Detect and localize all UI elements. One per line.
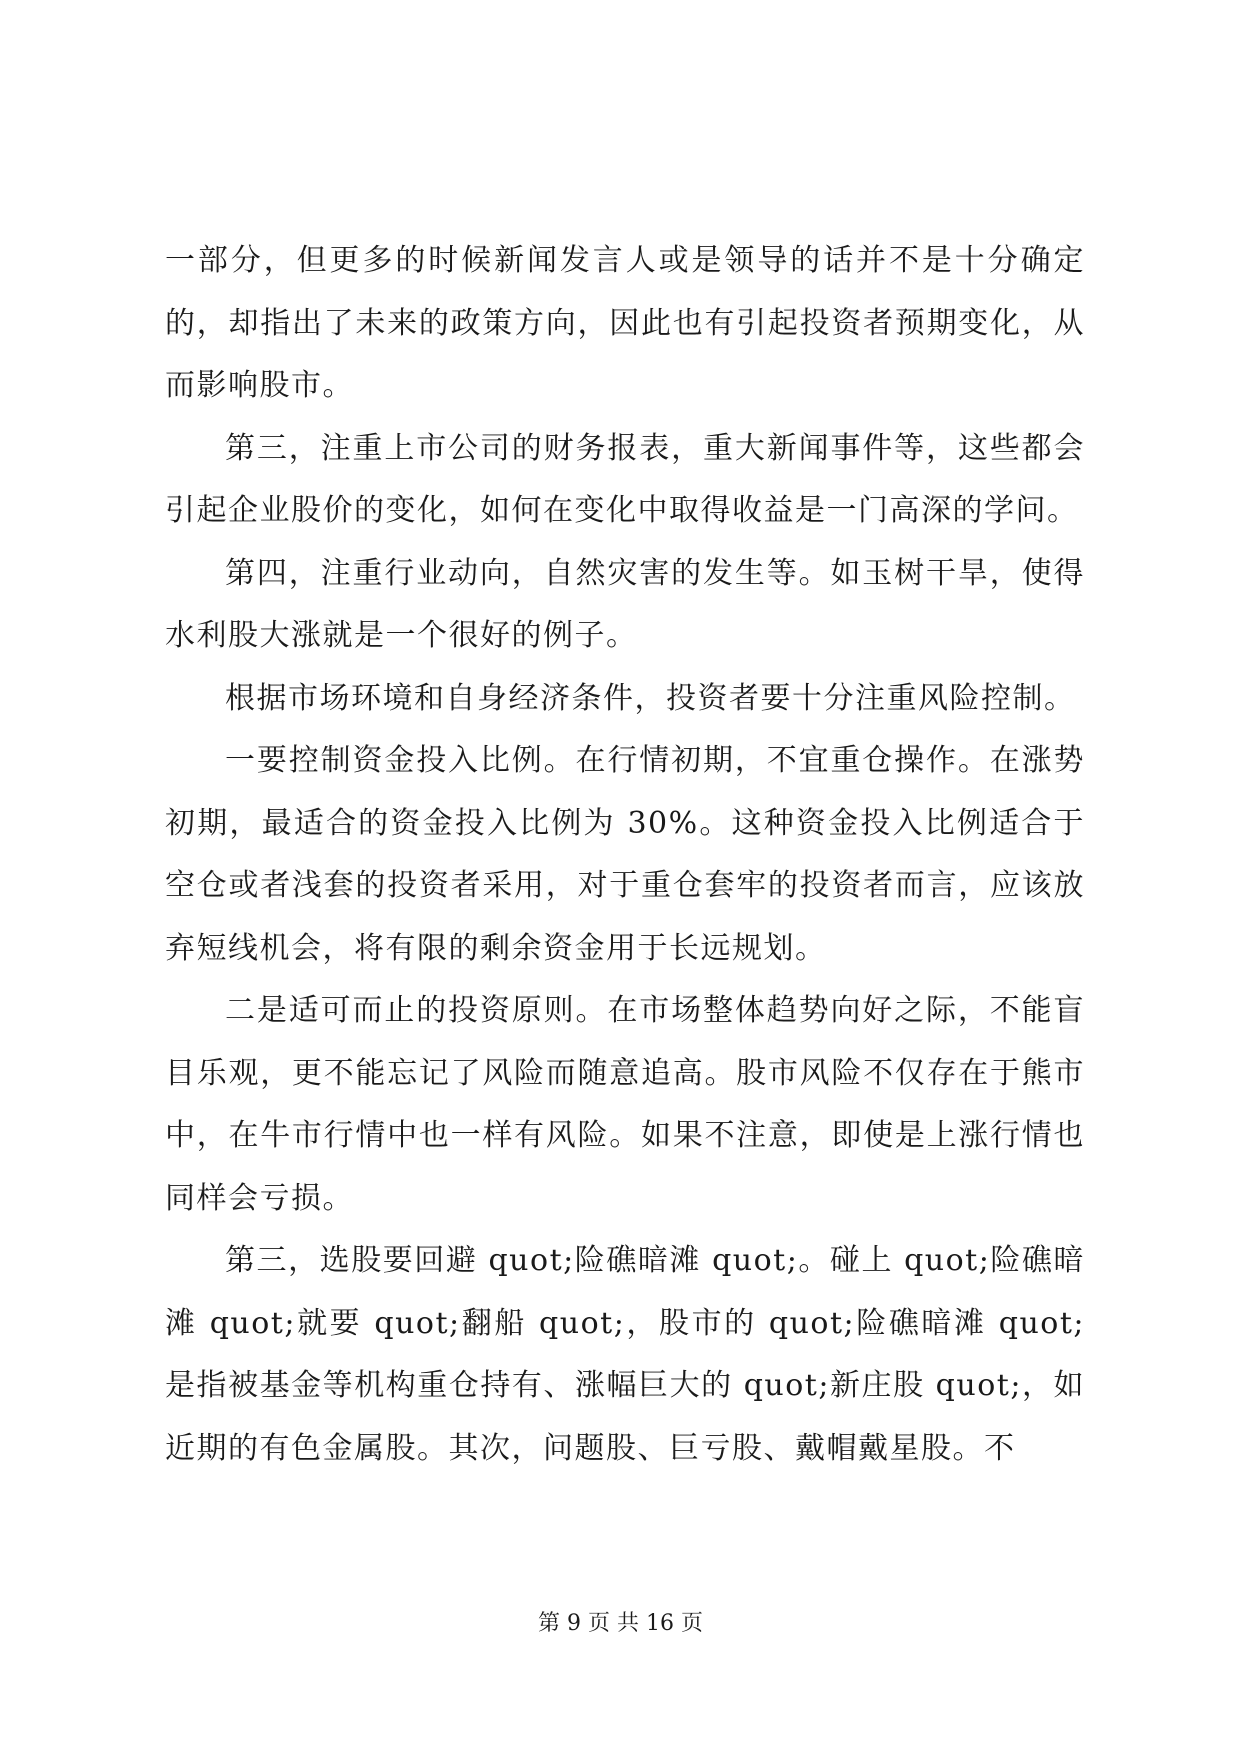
paragraph-5: 一要控制资金投入比例。在行情初期，不宜重仓操作。在涨势初期，最适合的资金投入比例为 30%。这种资金投入比例适合于空仓或者浅套的投资者采用，对于重仓套牢的投资者而言，应该放弃短线机会，将有限的剩余资金用于长远规划。 [165, 743, 1085, 966]
paragraph-2: 第三，注重上市公司的财务报表，重大新闻事件等，这些都会引起企业股价的变化，如何在变化中取得收益是一门高深的学问。 [165, 430, 1085, 528]
page-number-footer: 第 9 页 共 16 页 [538, 1611, 703, 1636]
paragraph-1: 一部分，但更多的时候新闻发言人或是领导的话并不是十分确定的，却指出了未来的政策方向，因此也有引起投资者预期变化，从而影响股市。 [165, 243, 1085, 403]
paragraph-4: 根据市场环境和自身经济条件，投资者要十分注重风险控制。 [225, 680, 1076, 716]
paragraph-7: 第三，选股要回避 quot;险礁暗滩 quot;。碰上 quot;险礁暗滩 quot;就要 quot;翻船 quot;，股市的 quot;险礁暗滩 quot;是指被基金等机构重仓持有、涨幅巨大的 quot;新庄股 quot;，如近期的有色金属股。其次，问题股、巨亏股、戴帽戴星股。不 [165, 1243, 1085, 1466]
document-body [165, 230, 1085, 1480]
paragraph-6: 二是适可而止的投资原则。在市场整体趋势向好之际，不能盲目乐观，更不能忘记了风险而随意追高。股市风险不仅存在于熊市中，在牛市行情中也一样有风险。如果不注意，即使是上涨行情也同样会亏损。 [165, 993, 1085, 1216]
paragraph-3: 第四，注重行业动向，自然灾害的发生等。如玉树干旱，使得水利股大涨就是一个很好的例子。 [165, 555, 1085, 653]
